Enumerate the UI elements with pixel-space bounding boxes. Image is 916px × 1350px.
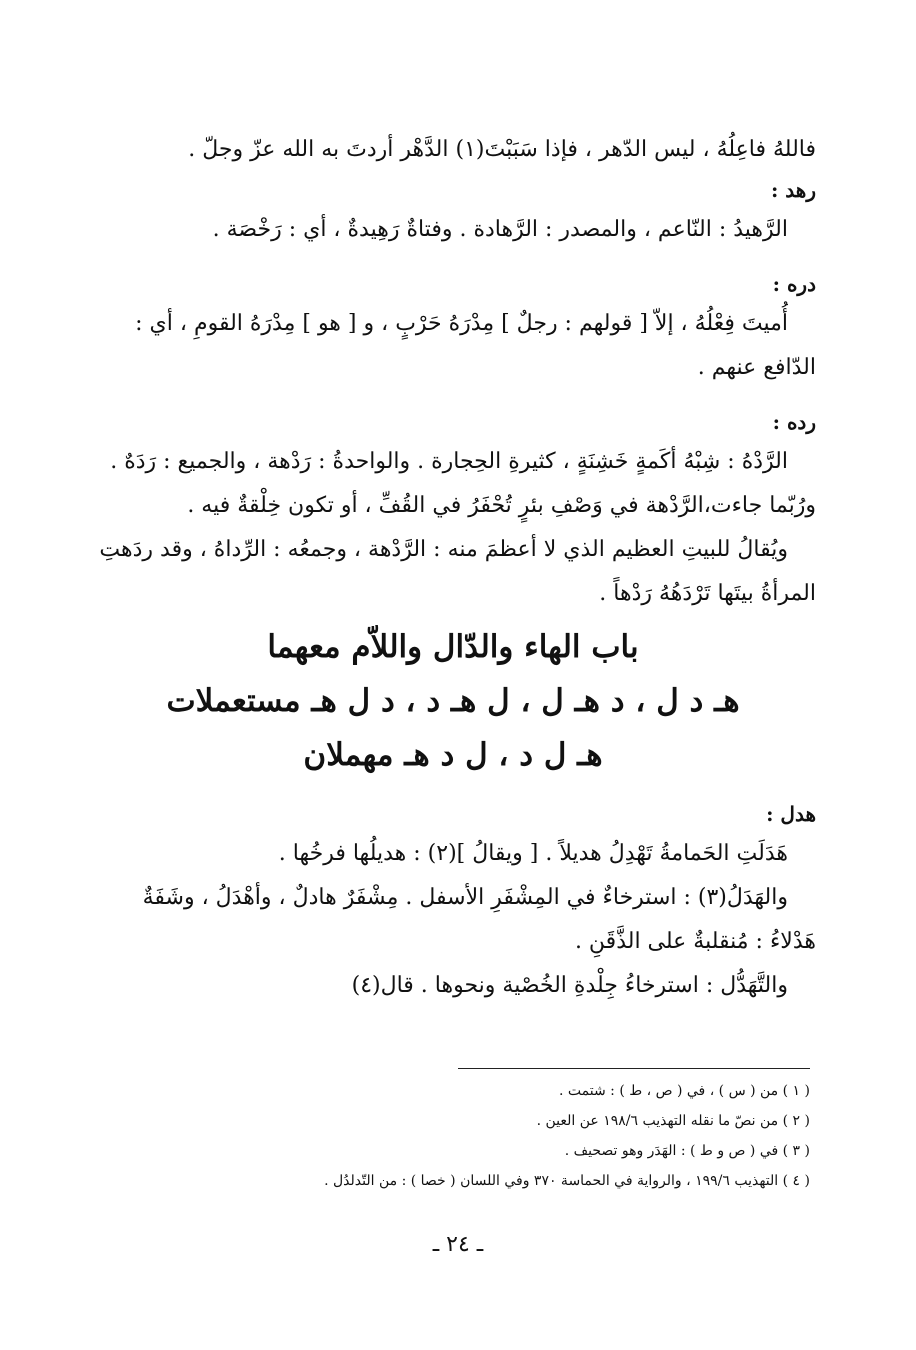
entry-heading-darh: دره :	[772, 272, 816, 296]
entry-heading-radh: رده :	[772, 410, 816, 434]
chapter-subtitle-unused: هـ ل د ، ل د هـ مهملان	[303, 737, 603, 773]
text-line: فاللهُ فاعِلُهُ ، ليس الدّهر ، فإذا سَبَبْتَ(١) الدَّهْر أردتَ به الله عزّ وجلّ .	[188, 137, 816, 162]
text-line: الرَّهيدُ : النّاعم ، والمصدر : الرَّهادة . وفتاةٌ رَهِيدةٌ ، أي : رَخْصَة .	[212, 217, 788, 242]
text-line: المرأةُ بيتَها تَرْدَهُهُ رَدْهاً .	[599, 581, 816, 606]
chapter-subtitle-used: هـ د ل ، د هـ ل ، ل هـ د ، د ل هـ مستعملات	[166, 683, 740, 719]
text-line: والتَّهَدُّل : استرخاءُ جِلْدةِ الخُصْية ونحوها . قال(٤)	[351, 973, 788, 998]
footnote: ( ٣ ) في ( ص و ط ) : الهَدَر وهو تصحيف .	[564, 1143, 810, 1159]
text-line: هَدْلاءُ : مُنقلبةٌ على الذَّقَنِ .	[574, 929, 816, 954]
page-number: ـ ٢٤ ـ	[432, 1232, 484, 1257]
text-line: والهَدَلُ(٣) : استرخاءٌ في المِشْفَرِ الأسفل . مِشْفَرٌ هادلٌ ، وأهْدَلُ ، وشَفَةٌ	[142, 885, 788, 910]
text-line: الدّافع عنهم .	[697, 355, 816, 380]
text-line: أُميتَ فِعْلُهُ ، إلاّ [ قولهم : رجلٌ ] مِدْرَهُ حَرْبٍ ، و [ هو ] مِدْرَهُ القومِ ، أي :	[135, 311, 788, 336]
footnotes	[100, 1076, 810, 1196]
footnote: ( ٢ ) من نصّ ما نقله التهذيب ١٩٨/٦ عن العين .	[536, 1113, 810, 1129]
footnote: ( ٤ ) التهذيب ١٩٩/٦ ، والرواية في الحماسة ٣٧٠ وفي اللسان ( خصا ) : من التّدلدُل .	[324, 1173, 810, 1189]
text-line: ويُقالُ للبيتِ العظيم الذي لا أعظمَ منه : الرَّدْهة ، وجمعُه : الرِّداهُ ، وقد ردَهتِ	[99, 537, 788, 562]
text-line: الرَّدْهُ : شِبْهُ أكَمةٍ خَشِنَةٍ ، كثيرةِ الحِجارة . والواحدةُ : رَدْهة ، والجميع : رَدَهٌ .	[110, 449, 788, 474]
chapter-title: باب الهاء والدّال واللاّم معهما	[267, 629, 639, 665]
main-text	[90, 128, 816, 1008]
entry-heading-rahd: رهد :	[770, 178, 816, 202]
text-line: هَدَلَتِ الحَمامةُ تَهْدِلُ هديلاً . [ ويقالُ ](٢) : هديلُها فرخُها .	[278, 841, 788, 866]
footnote: ( ١ ) من ( س ) ، في ( ص ، ط ) : شتمت .	[559, 1083, 810, 1099]
footnote-divider	[458, 1068, 810, 1069]
text-line: ورُبّما جاءت،الرَّدْهة في وَصْفِ بئرٍ تُحْفَرُ في القُفِّ ، أو تكون خِلْقةٌ فيه .	[187, 493, 816, 518]
entry-heading-hadl: هدل :	[766, 802, 816, 826]
